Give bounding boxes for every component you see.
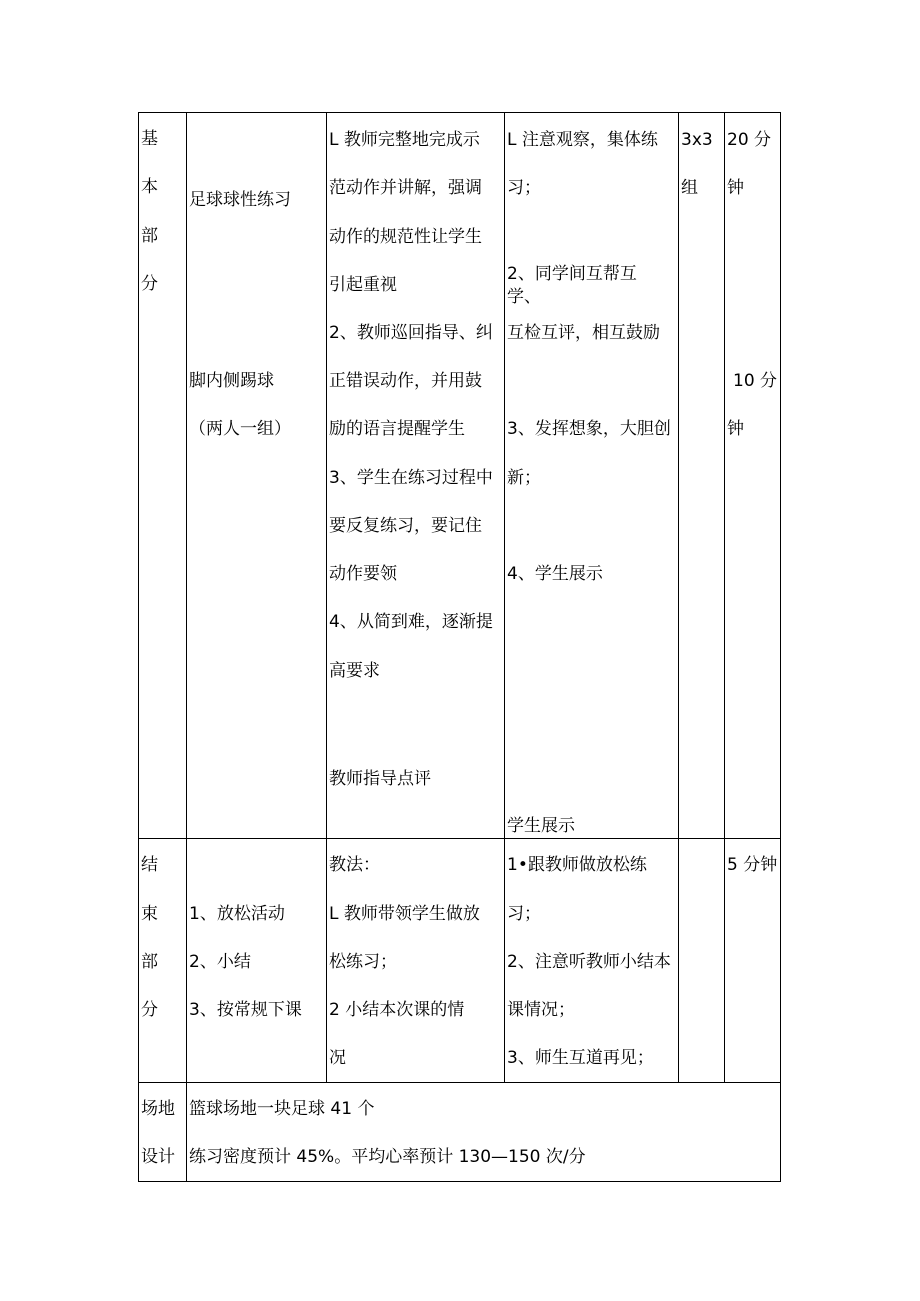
section-label: 场地 <box>141 1099 175 1119</box>
table-border-top <box>138 112 781 113</box>
content-item: 3、按常规下课 <box>189 1000 302 1020</box>
student-line: 2、注意听教师小结本 <box>507 952 671 972</box>
section-label: 设计 <box>141 1147 175 1167</box>
student-line: 习； <box>507 178 541 198</box>
student-line: 4、学生展示 <box>507 564 603 584</box>
teacher-line: 高要求 <box>329 661 380 681</box>
section-label-char: 束 <box>141 904 158 924</box>
column-divider <box>724 112 725 1082</box>
content-item: 1、放松活动 <box>189 904 285 924</box>
teacher-line: 励的语言提醒学生 <box>329 419 465 439</box>
section-label-char: 本 <box>141 177 158 197</box>
section-label-char: 基 <box>141 129 158 149</box>
time-cell: 钟 <box>727 419 744 439</box>
student-line: 2、同学间互帮互 <box>507 264 637 284</box>
section-label-char: 分 <box>141 274 158 294</box>
student-line: 1•跟教师做放松练 <box>507 855 647 875</box>
row-divider <box>138 1082 781 1083</box>
student-line: 学生展示 <box>507 816 575 836</box>
student-line: 3、师生互道再见； <box>507 1048 654 1068</box>
teacher-line: 引起重视 <box>329 275 397 295</box>
content-item: 足球球性练习 <box>189 190 291 210</box>
group-cell: 3x3 <box>681 130 713 150</box>
teacher-line: 教法： <box>329 855 380 875</box>
student-line: 学、 <box>507 287 541 307</box>
venue-line: 练习密度预计 45%。平均心率预计 130—150 次/分 <box>189 1147 586 1167</box>
column-divider <box>678 112 679 1082</box>
teacher-line: 范动作并讲解，强调 <box>329 178 482 198</box>
teacher-line: 况 <box>329 1048 346 1068</box>
time-cell: 钟 <box>727 178 744 198</box>
teacher-line: 动作的规范性让学生 <box>329 227 482 247</box>
section-label-char: 结 <box>141 855 158 875</box>
teacher-line: 4、从简到难，逐渐提 <box>329 612 493 632</box>
student-line: 习； <box>507 904 541 924</box>
student-line: 课情况； <box>507 1000 575 1020</box>
table-border-left <box>138 112 139 1182</box>
teacher-line: L 教师带领学生做放 <box>329 904 480 924</box>
teacher-line: L 教师完整地完成示 <box>329 130 480 150</box>
column-divider <box>186 112 187 1182</box>
time-cell: 20 分 <box>727 130 772 150</box>
content-item: 2、小结 <box>189 952 251 972</box>
student-line: 互检互评，相互鼓励 <box>507 323 660 343</box>
teacher-line: 2 小结本次课的情 <box>329 1000 465 1020</box>
section-label-char: 分 <box>141 1000 158 1020</box>
section-label-char: 部 <box>141 952 158 972</box>
student-line: 3、发挥想象，大胆创 <box>507 419 671 439</box>
time-cell: 5 分钟 <box>727 855 778 875</box>
section-label-char: 部 <box>141 226 158 246</box>
teacher-line: 正错误动作，并用鼓 <box>329 371 482 391</box>
teacher-line: 要反复练习，要记住 <box>329 516 482 536</box>
table-border-right <box>780 112 781 1182</box>
teacher-line: 教师指导点评 <box>329 769 431 789</box>
student-line: L 注意观察，集体练 <box>507 130 658 150</box>
column-divider <box>504 112 505 1082</box>
content-item: 脚内侧踢球 <box>189 371 274 391</box>
teacher-line: 2、教师巡回指导、纠 <box>329 323 493 343</box>
group-cell: 组 <box>681 178 698 198</box>
teacher-line: 3、学生在练习过程中 <box>329 468 493 488</box>
teacher-line: 松练习； <box>329 952 397 972</box>
time-cell: 10 分 <box>733 371 778 391</box>
row-divider <box>138 838 781 839</box>
content-item: （两人一组） <box>189 419 291 439</box>
student-line: 新； <box>507 468 541 488</box>
teacher-line: 动作要领 <box>329 564 397 584</box>
venue-line: 篮球场地一块足球 41 个 <box>189 1099 375 1119</box>
table-border-bottom <box>138 1181 781 1182</box>
column-divider <box>326 112 327 1082</box>
